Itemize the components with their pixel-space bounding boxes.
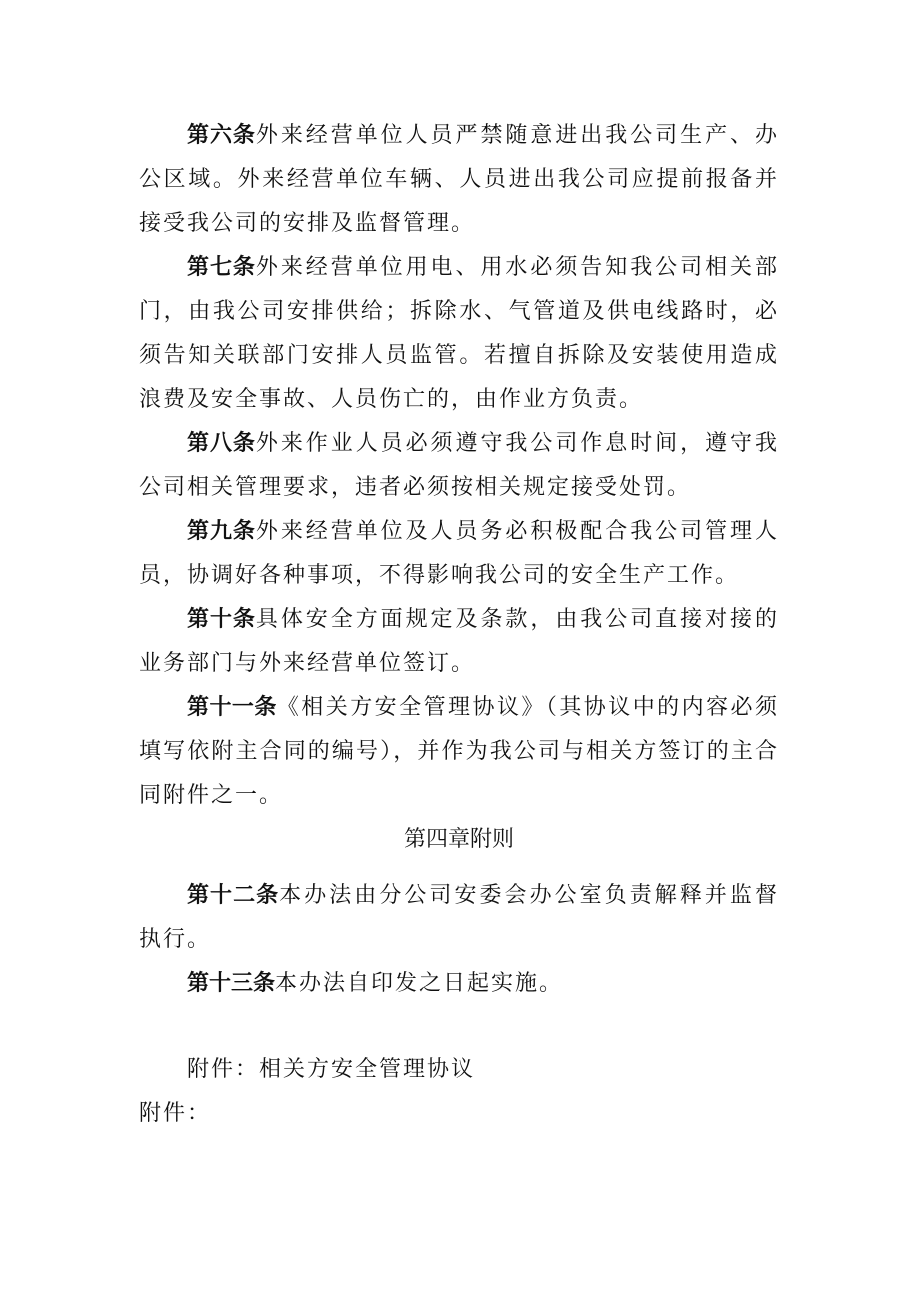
article-10 <box>139 598 779 686</box>
article-11-number: 第十一条 <box>187 695 277 720</box>
article-8-text: 外来作业人员必须遵守我公司作息时间，遵守我公司相关管理要求，违者必须按相关规定接受处罚。 <box>139 431 779 500</box>
article-11 <box>139 686 779 818</box>
article-8 <box>139 422 779 510</box>
attachment-label: 附件： <box>139 1101 212 1126</box>
article-9-text: 外来经营单位及人员务必积极配合我公司管理人员，协调好各种事项，不得影响我公司的安全生产工作。 <box>139 519 779 588</box>
article-13-text: 本办法自印发之日起实施。 <box>275 971 564 996</box>
article-6 <box>139 114 779 246</box>
chapter-heading: 第四章附则 <box>403 827 514 852</box>
article-13 <box>139 962 779 1006</box>
article-12-text: 本办法由分公司安委会办公室负责解释并监督执行。 <box>139 883 779 952</box>
article-9-number: 第九条 <box>187 519 256 544</box>
article-10-number: 第十条 <box>187 607 256 632</box>
attachment-line: 附件：相关方安全管理协议 <box>187 1057 476 1082</box>
article-12 <box>139 874 779 962</box>
article-6-number: 第六条 <box>187 123 256 148</box>
article-8-number: 第八条 <box>187 431 256 456</box>
article-11-text: 《相关方安全管理协议》（其协议中的内容必须填写依附主合同的编号），并作为我公司与相关方签订的主合同附件之一。 <box>139 695 779 808</box>
article-6-text: 外来经营单位人员严禁随意进出我公司生产、办公区域。外来经营单位车辆、人员进出我公司应提前报备并接受我公司的安排及监督管理。 <box>139 123 779 236</box>
article-9 <box>139 510 779 598</box>
article-7-number: 第七条 <box>187 255 256 280</box>
article-7 <box>139 246 779 422</box>
article-12-number: 第十二条 <box>187 883 280 908</box>
article-10-text: 具体安全方面规定及条款，由我公司直接对接的业务部门与外来经营单位签订。 <box>139 607 779 676</box>
article-7-text: 外来经营单位用电、用水必须告知我公司相关部门，由我公司安排供给；拆除水、气管道及供电线路时，必须告知关联部门安排人员监管。若擅自拆除及安装使用造成浪费及安全事故、人员伤亡的，由作业方负责。 <box>139 255 779 412</box>
article-13-number: 第十三条 <box>187 971 276 996</box>
